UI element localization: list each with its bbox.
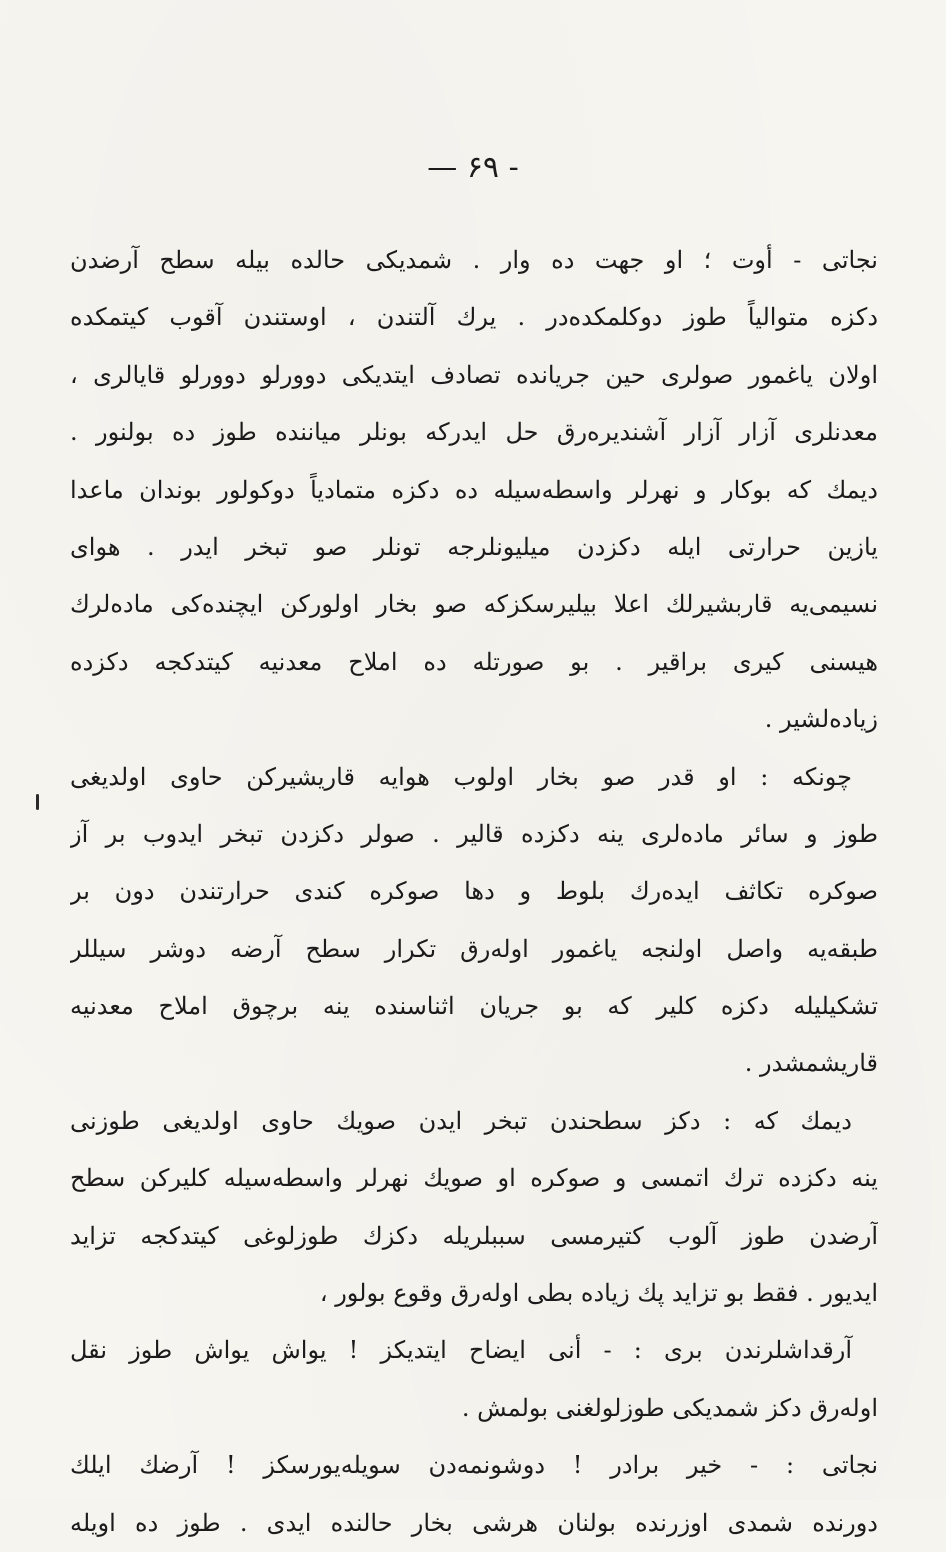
text-line: صوکره تکاثف ایده‌رك بلوط و دها صوکره کندی حرارتندن دون بر [70,877,878,906]
text-line: اوله‌رق دکز شمدیکی طوزلولغنی بولمش . [461,1393,878,1422]
text-line: طبقه‌یه واصل اولنجه یاغمور اوله‌رق تکرار سطح آرضه دوشر سیللر [70,934,878,963]
text-line: دورنده شمدی اوزرنده بولنان هرشی بخار حالنده ایدی . طوز ده اویله [70,1508,878,1537]
text-line: نسیمی‌یه قاربشیرلك اعلا بیلیرسکزکه صو بخار اولورکن ایچنده‌کی ماده‌لرك [70,590,878,619]
text-line: تشکیلیله دکزه کلیر که بو جریان اثناسنده ینه برچوق املاح معدنیه [70,992,878,1021]
text-line: نجاتی - أوت ؛ او جهت ده وار . شمدیکی حالده بیله سطح آرضدن [70,246,878,274]
text-line: آرقداشلرندن بری : - أنی ایضاح ایتدیکز ! یواش یواش طوز نقل [70,1336,852,1365]
text-line: یازین حرارتی ایله دکزدن میلیونلرجه تونلر صو تبخر ایدر . هوای [70,532,878,561]
text-line: هیسنی کیری براقیر . بو صورتله ده املاح معدنیه کیتدکجه دکزده [70,647,878,676]
margin-pencil-mark [36,794,39,810]
text-line: دیمك كه بوکار و نهرلر واسطه‌سیله ده دکزه متمادیاً دوکولور بوندان ماعدا [70,475,878,504]
text-line: دیمك كه : دکز سطحندن تبخر ایدن صویك حاوی اولدیغی طوزنی [70,1106,852,1135]
text-line: قاریشمشدر . [744,1049,878,1078]
text-line: چونکه : او قدر صو بخار اولوب هوایه قاریشیرکن حاوی اولدیغی [70,762,852,791]
body-text [70,232,878,1552]
text-line: نجاتی : - خیر برادر ! دوشونمه‌دن سویله‌یورسکز ! آرضك ایلك [70,1451,878,1480]
text-line: زیاده‌لشیر . [764,705,878,734]
paragraph-5 [70,1322,878,1437]
paragraph-2 [70,462,878,749]
paragraph-1 [70,232,878,462]
text-line: دکزه متوالیاً طوز دوکلمکده‌در . یرك آلتندن ، اوستندن آقوب کیتمکده [70,303,878,332]
text-line: اولان یاغمور صولری حین جریانده تصادف ایتدیکی دوورلو دوورلو قایالری ، [70,360,878,389]
text-line: ینه دکزده ترك اتمسی و صوکره او صویك نهرلر واسطه‌سیله کلیرکن سطح [70,1164,878,1193]
text-line: طوز و سائر ماده‌لری ینه دکزده قالیر . صولر دکزدن تبخر ایدوب بر آز [70,819,878,848]
paragraph-4 [70,1093,878,1323]
text-line: معدنلری آزار آزار آشندیره‌رق حل ایدرکه بونلر میاننده طوز ده بولنور . [70,418,878,447]
paragraph-3 [70,749,878,1093]
text-line: ایدیور . فقط بو تزاید پك زیاده بطی اوله‌رق وقوع بولور ، [319,1279,878,1308]
page-number: — ۶۹ - [427,150,519,185]
text-line: آرضدن طوز آلوب کتیرمسی سببلریله دکزك طوزلوغی کیتدکجه تزاید [70,1221,878,1250]
paragraph-6 [70,1437,878,1552]
